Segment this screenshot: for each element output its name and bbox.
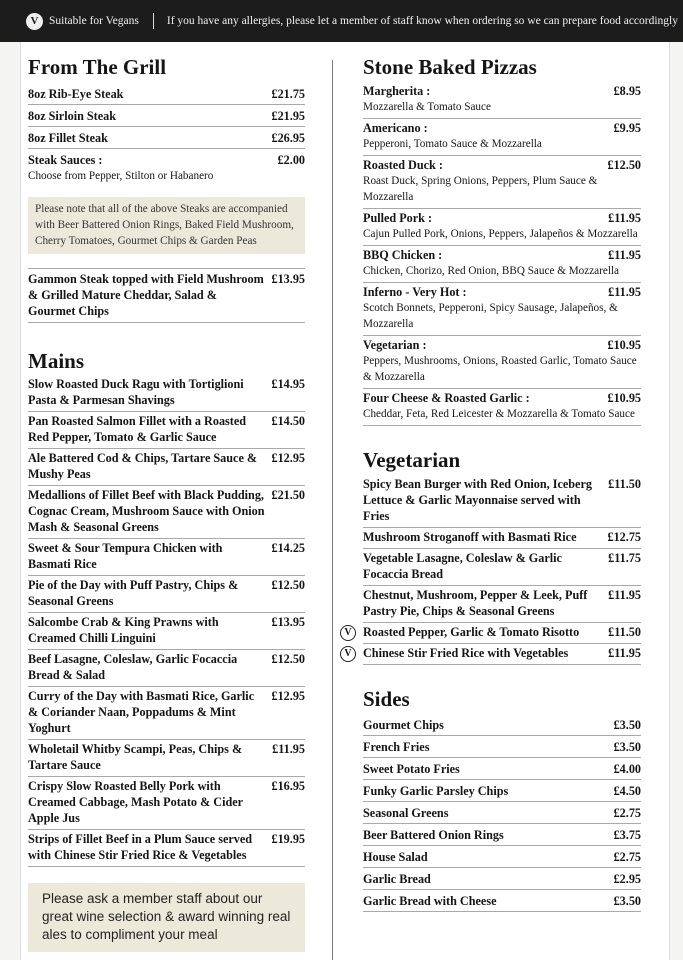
- item-name: Curry of the Day with Basmati Rice, Garlic & Coriander Naan, Poppadums & Mint Yoghurt: [28, 689, 255, 735]
- item-name: Seasonal Greens: [363, 806, 449, 820]
- item-name: Beer Battered Onion Rings: [363, 828, 504, 842]
- item-price: £3.50: [613, 718, 641, 732]
- item-description: Peppers, Mushrooms, Onions, Roasted Garlic, Tomato Sauce & Mozzarella: [363, 355, 637, 383]
- item-name: BBQ Chicken :: [363, 248, 443, 262]
- item-name: House Salad: [363, 850, 428, 864]
- item-name: 8oz Sirloin Steak: [28, 109, 117, 123]
- menu-item: [363, 389, 641, 426]
- item-price: £11.95: [608, 211, 641, 225]
- item-price: £12.50: [271, 652, 305, 666]
- item-price: £21.50: [271, 488, 305, 502]
- menu-item: [363, 824, 641, 846]
- menu-item: [28, 650, 305, 687]
- menu-item: [28, 149, 305, 184]
- item-name: Vegetable Lasagne, Coleslaw & Garlic Focaccia Bread: [363, 551, 562, 581]
- menu-item: [28, 777, 305, 830]
- item-name: Four Cheese & Roasted Garlic :: [363, 391, 530, 405]
- mains-title: Mains: [28, 349, 85, 373]
- menu-item: [363, 246, 641, 283]
- item-name: Sweet Potato Fries: [363, 762, 460, 776]
- menu-item: [363, 780, 641, 802]
- item-price: £14.25: [271, 541, 305, 555]
- item-description: Mozzarella & Tomato Sauce: [363, 101, 491, 113]
- item-price: £11.75: [608, 551, 641, 565]
- vegetarian-title: Vegetarian: [363, 448, 461, 472]
- right-column: [344, 42, 641, 912]
- menu-item: [363, 586, 641, 623]
- item-price: £14.95: [271, 377, 305, 391]
- item-description: Pepperoni, Tomato Sauce & Mozzarella: [363, 138, 542, 150]
- item-price: £2.00: [277, 153, 305, 167]
- item-name: Mushroom Stroganoff with Basmati Rice: [363, 530, 577, 544]
- item-name: Strips of Fillet Beef in a Plum Sauce served with Chinese Stir Fried Rice & Vegetables: [28, 832, 253, 862]
- item-price: £3.50: [613, 740, 641, 754]
- item-name: Crispy Slow Roasted Belly Pork with Creamed Cabbage, Mash Potato & Cider Apple Jus: [28, 779, 243, 825]
- menu-item: [363, 283, 641, 336]
- item-price: £12.75: [607, 530, 641, 544]
- grill-title: From The Grill: [28, 55, 167, 79]
- item-price: £11.95: [608, 588, 641, 602]
- item-name: 8oz Rib-Eye Steak: [28, 87, 124, 101]
- item-description: Chicken, Chorizo, Red Onion, BBQ Sauce & Mozzarella: [363, 265, 620, 277]
- item-price: £16.95: [271, 779, 305, 793]
- item-name: French Fries: [363, 740, 430, 754]
- item-price: £13.95: [271, 615, 305, 629]
- item-price: £2.75: [613, 850, 641, 864]
- menu-item: [28, 539, 305, 576]
- vegan-label: Suitable for Vegans: [49, 15, 139, 27]
- menu-item: [28, 127, 305, 149]
- item-name: Inferno - Very Hot :: [363, 285, 467, 299]
- item-price: £14.50: [271, 414, 305, 428]
- item-name: Roasted Duck :: [363, 158, 443, 172]
- item-price: £4.50: [613, 784, 641, 798]
- allergy-note: If you have any allergies, please let a member of staff know when ordering so we can prepare food accordingly: [166, 15, 678, 27]
- item-name: Americano :: [363, 121, 428, 135]
- item-name: Margherita :: [363, 84, 431, 98]
- menu-item: [28, 740, 305, 777]
- item-description: Choose from Pepper, Stilton or Habanero: [28, 170, 214, 182]
- menu-item: [363, 156, 641, 209]
- item-price: £10.95: [607, 391, 641, 405]
- item-price: £12.50: [271, 578, 305, 592]
- item-name: Chestnut, Mushroom, Pepper & Leek, Puff Pastry Pie, Chips & Seasonal Greens: [363, 588, 588, 618]
- item-price: £21.75: [271, 87, 305, 101]
- item-name: Vegetarian :: [363, 338, 427, 352]
- menu-item: [363, 714, 641, 736]
- menu-item: [28, 375, 305, 412]
- item-price: £2.95: [613, 872, 641, 886]
- item-price: £8.95: [613, 84, 641, 98]
- menu-item: [28, 449, 305, 486]
- left-column: [28, 42, 305, 952]
- item-name: Pan Roasted Salmon Fillet with a Roasted Red Pepper, Tomato & Garlic Sauce: [28, 414, 247, 444]
- item-price: £12.50: [607, 158, 641, 172]
- drinks-promo: Please ask a member staff about our great wine selection & award winning real ales to compliment your meal: [28, 883, 305, 952]
- menu-item: [28, 613, 305, 650]
- top-info-bar: [0, 0, 683, 42]
- menu-item: [344, 644, 641, 665]
- item-price: £19.95: [271, 832, 305, 846]
- menu-item: [28, 268, 305, 323]
- menu-item: [363, 868, 641, 890]
- item-name: Gourmet Chips: [363, 718, 444, 732]
- menu-item: [28, 105, 305, 127]
- item-price: £12.95: [271, 451, 305, 465]
- menu-item: [363, 336, 641, 389]
- menu-item: [363, 209, 641, 246]
- item-name: Gammon Steak topped with Field Mushroom & Grilled Mature Cheddar, Salad & Gourmet Chips: [28, 272, 264, 318]
- menu-item: [363, 736, 641, 758]
- item-name: Salcombe Crab & King Prawns with Creamed Chilli Linguini: [28, 615, 219, 645]
- vegan-icon: V: [340, 646, 356, 662]
- item-name: Beef Lasagne, Coleslaw, Garlic Focaccia Bread & Salad: [28, 652, 238, 682]
- item-name: Sweet & Sour Tempura Chicken with Basmati Rice: [28, 541, 223, 571]
- item-name: Funky Garlic Parsley Chips: [363, 784, 509, 798]
- item-name: Pie of the Day with Puff Pastry, Chips & Seasonal Greens: [28, 578, 239, 608]
- item-name: Ale Battered Cod & Chips, Tartare Sauce & Mushy Peas: [28, 451, 258, 481]
- item-price: £13.95: [271, 272, 305, 286]
- column-divider: [332, 60, 333, 960]
- menu-page: [20, 42, 670, 960]
- menu-item: [363, 549, 641, 586]
- divider: [153, 13, 154, 29]
- item-name: Medallions of Fillet Beef with Black Pudding, Cognac Cream, Mushroom Sauce with Onion Mash & Seasonal Greens: [28, 488, 265, 534]
- menu-item: [363, 82, 641, 119]
- item-price: £11.50: [608, 477, 641, 491]
- item-price: £12.95: [271, 689, 305, 703]
- item-description: Cajun Pulled Pork, Onions, Peppers, Jalapeños & Mozzarella: [363, 228, 638, 240]
- sides-title: Sides: [363, 687, 410, 711]
- item-price: £4.00: [613, 762, 641, 776]
- vegan-icon: V: [340, 625, 356, 641]
- menu-item: [28, 486, 305, 539]
- item-name: Steak Sauces :: [28, 153, 103, 167]
- item-price: £2.75: [613, 806, 641, 820]
- menu-item: [28, 83, 305, 105]
- pizzas-title: Stone Baked Pizzas: [363, 55, 537, 79]
- menu-item: [28, 412, 305, 449]
- item-price: £21.95: [271, 109, 305, 123]
- item-price: £10.95: [607, 338, 641, 352]
- item-name: Garlic Bread: [363, 872, 431, 886]
- item-price: £26.95: [271, 131, 305, 145]
- item-price: £11.95: [608, 248, 641, 262]
- item-description: Scotch Bonnets, Pepperoni, Spicy Sausage, Jalapeños, & Mozzarella: [363, 302, 618, 330]
- steak-note: Please note that all of the above Steaks are accompanied with Beer Battered Onion Rings, Baked Field Mushroom, Cherry Tomatoes, Gourmet Chips & Garden Peas: [28, 197, 305, 254]
- item-price: £11.95: [272, 742, 305, 756]
- vegan-icon: V: [26, 13, 43, 30]
- menu-item: [363, 528, 641, 549]
- menu-item: [363, 758, 641, 780]
- item-description: Cheddar, Feta, Red Leicester & Mozzarella & Tomato Sauce: [363, 408, 635, 420]
- item-name: Chinese Stir Fried Rice with Vegetables: [363, 646, 569, 660]
- item-name: Spicy Bean Burger with Red Onion, Iceberg Lettuce & Garlic Mayonnaise served with Fries: [363, 477, 592, 523]
- menu-item: [28, 576, 305, 613]
- menu-item: [28, 830, 305, 867]
- menu-item: [363, 890, 641, 912]
- menu-item: [28, 687, 305, 740]
- item-description: Roast Duck, Spring Onions, Peppers, Plum Sauce & Mozzarella: [363, 175, 598, 203]
- menu-item: [363, 119, 641, 156]
- item-price: £11.95: [608, 285, 641, 299]
- menu-item: [363, 846, 641, 868]
- menu-item: [344, 623, 641, 644]
- item-name: Roasted Pepper, Garlic & Tomato Risotto: [363, 625, 580, 639]
- item-name: Pulled Pork :: [363, 211, 433, 225]
- item-name: 8oz Fillet Steak: [28, 131, 108, 145]
- item-name: Slow Roasted Duck Ragu with Tortiglioni Pasta & Parmesan Shavings: [28, 377, 244, 407]
- item-price: £9.95: [613, 121, 641, 135]
- item-price: £11.95: [608, 646, 641, 660]
- item-price: £3.50: [613, 894, 641, 908]
- menu-item: [363, 802, 641, 824]
- item-name: Garlic Bread with Cheese: [363, 894, 497, 908]
- menu-item: [363, 475, 641, 528]
- item-price: £11.50: [608, 625, 641, 639]
- item-price: £3.75: [613, 828, 641, 842]
- item-name: Wholetail Whitby Scampi, Peas, Chips & Tartare Sauce: [28, 742, 243, 772]
